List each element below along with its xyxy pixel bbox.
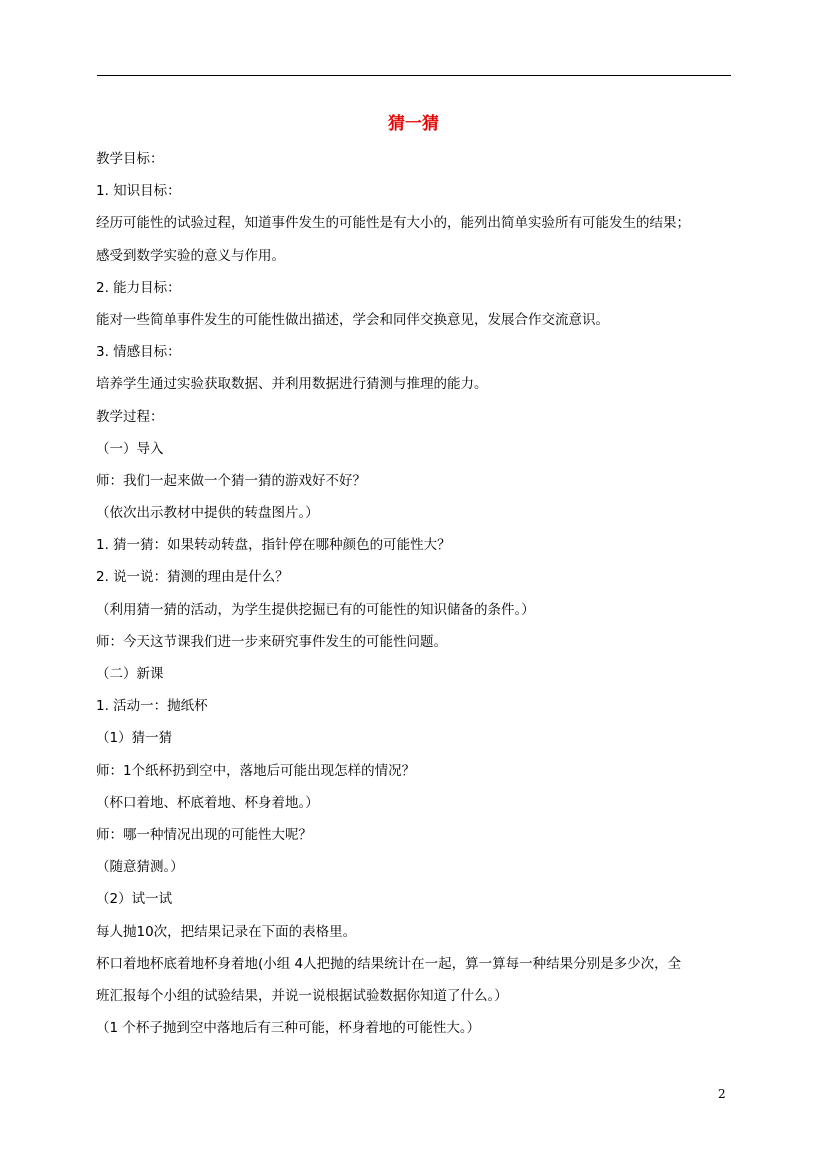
body-line: 能对一些简单事件发生的可能性做出描述，学会和同伴交换意见，发展合作交流意识。 <box>96 311 609 328</box>
body-line: （依次出示教材中提供的转盘图片。） <box>96 505 319 522</box>
document-title: 猜一猜 <box>388 114 439 134</box>
body-line: 经历可能性的试验过程，知道事件发生的可能性是有大小的，能列出简单实验所有可能发生的结果； <box>96 215 690 232</box>
document-body <box>96 143 736 1044</box>
body-line: 培养学生通过实验获取数据、并利用数据进行猜测与推理的能力。 <box>96 376 488 393</box>
body-line: （1）猜一猜 <box>96 730 173 747</box>
body-line: （杯口着地、杯底着地、杯身着地。） <box>96 794 319 811</box>
body-line: （2）试一试 <box>96 891 173 908</box>
body-line: 1. 知识目标： <box>96 183 181 200</box>
body-line: （利用猜一猜的活动，为学生提供挖掘已有的可能性的知识储备的条件。） <box>96 601 535 618</box>
body-line: 师：我们一起来做一个猜一猜的游戏好不好？ <box>96 472 366 489</box>
body-line: （一）导入 <box>96 440 164 457</box>
header-rule <box>97 75 731 76</box>
body-line: （1 个杯子抛到空中落地后有三种可能，杯身着地的可能性大。） <box>96 1020 481 1037</box>
body-line: 1. 猜一猜：如果转动转盘，指针停在哪种颜色的可能性大？ <box>96 537 451 554</box>
body-line: 1. 活动一：抛纸杯 <box>96 698 208 715</box>
body-line: 2. 说一说：猜测的理由是什么？ <box>96 569 289 586</box>
body-line: 2. 能力目标： <box>96 279 181 296</box>
body-line: 师：1个纸杯扔到空中，落地后可能出现怎样的情况？ <box>96 762 416 779</box>
body-line: 师：今天这节课我们进一步来研究事件发生的可能性问题。 <box>96 633 447 650</box>
page-number: 2 <box>718 1087 726 1101</box>
body-line: 每人抛10次，把结果记录在下面的表格里。 <box>96 923 357 940</box>
body-line: （随意猜测。） <box>96 859 184 876</box>
body-line: 班汇报每个小组的试验结果，并说一说根据试验数据你知道了什么。） <box>96 987 508 1004</box>
body-line: 3. 情感目标： <box>96 344 181 361</box>
body-line: 教学过程： <box>96 408 164 425</box>
body-line: 杯口着地杯底着地杯身着地(小组 4人把抛的结果统计在一起，算一算每一种结果分别是多少次，全 <box>96 955 682 972</box>
body-line: 师：哪一种情况出现的可能性大呢？ <box>96 826 312 843</box>
body-line: 感受到数学实验的意义与作用。 <box>96 247 285 264</box>
body-line: 教学目标： <box>96 151 164 167</box>
body-line: （二）新课 <box>96 666 164 682</box>
